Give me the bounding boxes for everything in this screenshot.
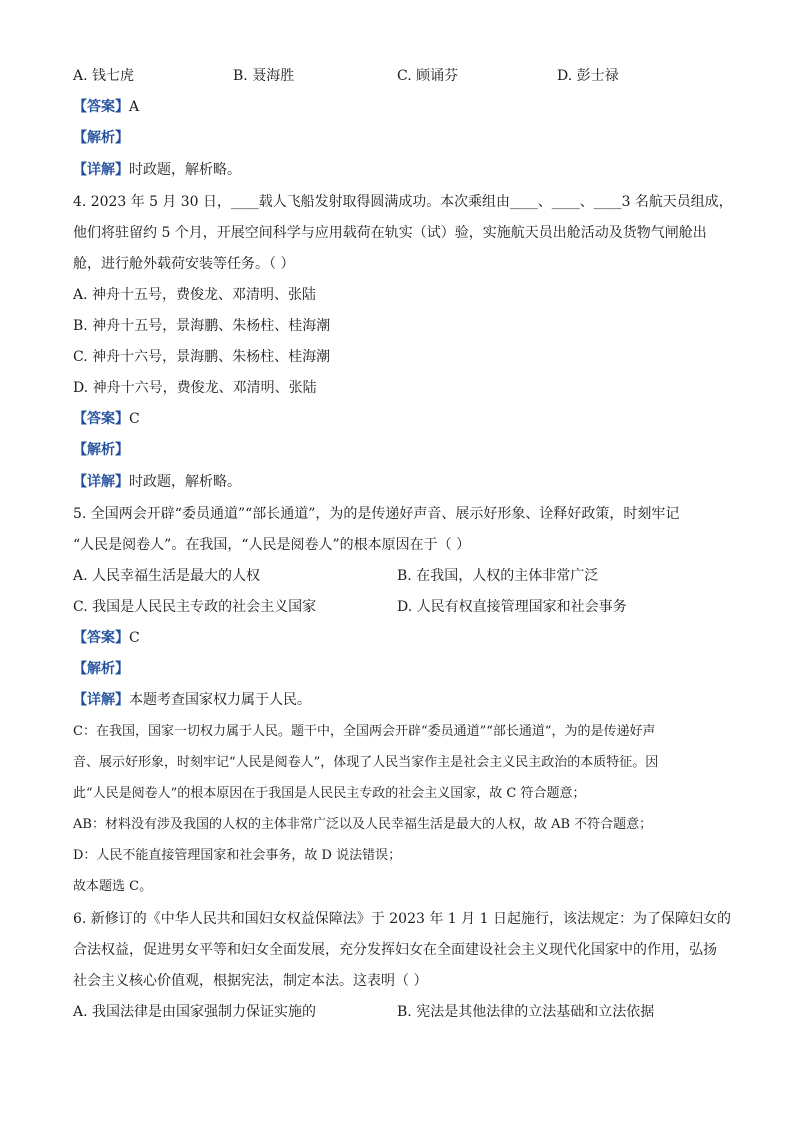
q5-option-c: C. 我国是人民民主专政的社会主义国家 xyxy=(73,599,317,615)
answer-value: C xyxy=(129,630,140,646)
q3-option-d: D. 彭士禄 xyxy=(557,68,619,84)
detail-text: 时政题，解析略。 xyxy=(129,474,241,490)
q5-option-a: A. 人民幸福生活是最大的人权 xyxy=(73,568,261,584)
answer-value: C xyxy=(129,411,140,427)
q4-option-d: D. 神舟十六号，费俊龙、邓清明、张陆 xyxy=(73,380,317,396)
detail-text: 本题考查国家权力属于人民。 xyxy=(129,692,311,708)
q6-option-a: A. 我国法律是由国家强制力保证实施的 xyxy=(73,1004,317,1020)
q5-stem-line-2: “人民是阅卷人”。在我国，“人民是阅卷人”的根本原因在于（ ） xyxy=(73,537,471,553)
q4-analysis xyxy=(73,440,733,460)
q6-stem-line-2: 合法权益，促进男女平等和妇女全面发展，充分发挥妇女在全面建设社会主义现代化国家中的作用，弘扬 xyxy=(73,942,717,958)
q4-answer xyxy=(73,409,733,429)
q3-option-a: A. 钱七虎 xyxy=(73,68,135,84)
analysis-tag: 【解析】 xyxy=(73,130,129,146)
q6-stem-line-3: 社会主义核心价值观，根据宪法，制定本法。这表明（ ） xyxy=(73,973,428,989)
q6-stem-line-1: 6. 新修订的《中华人民共和国妇女权益保障法》于 2023 年 1 月 1 日起施行，该法规定：为了保障妇女的 xyxy=(73,911,731,927)
q4-option-b: B. 神舟十五号，景海鹏、朱杨柱、桂海潮 xyxy=(73,318,331,334)
q3-option-c: C. 顾诵芬 xyxy=(397,68,459,84)
q5-stem-line-1: 5. 全国两会开辟“委员通道”“部长通道”，为的是传递好声音、展示好形象、诠释好政策，时刻牢记 xyxy=(73,506,680,522)
q5-option-d: D. 人民有权直接管理国家和社会事务 xyxy=(397,599,627,615)
q4-option-c: C. 神舟十六号，景海鹏、朱杨柱、桂海潮 xyxy=(73,349,331,365)
q4-stem-line-2: 他们将驻留约 5 个月，开展空间科学与应用载荷在轨实（试）验，实施航天员出舱活动及货物气闸舱出 xyxy=(73,225,707,241)
q3-option-b: B. 聂海胜 xyxy=(233,68,295,84)
answer-tag: 【答案】 xyxy=(73,630,129,646)
detail-tag: 【详解】 xyxy=(73,474,129,490)
q5-explanation-line-1: C：在我国，国家一切权力属于人民。题干中，全国两会开辟“委员通道”“部长通道”，为的是传递好声 xyxy=(73,724,656,739)
q5-explanation-line-3: 此“人民是阅卷人”的根本原因在于我国是人民民主专政的社会主义国家，故 C 符合题意； xyxy=(73,786,586,801)
detail-text: 时政题，解析略。 xyxy=(129,162,241,178)
q6-option-b: B. 宪法是其他法律的立法基础和立法依据 xyxy=(397,1004,655,1020)
answer-tag: 【答案】 xyxy=(73,99,129,115)
q4-stem-line-3: 舱，进行舱外载荷安装等任务。（ ） xyxy=(73,256,295,272)
q5-explanation-line-4: AB：材料没有涉及我国的人权的主体非常广泛以及人民幸福生活是最大的人权，故 AB 不符合题意； xyxy=(73,817,653,832)
q4-option-a: A. 神舟十五号，费俊龙、邓清明、张陆 xyxy=(73,287,317,303)
answer-value: A xyxy=(129,99,140,115)
q3-answer xyxy=(73,97,733,117)
q5-explanation-line-5: D：人民不能直接管理国家和社会事务，故 D 说法错误； xyxy=(73,848,402,863)
detail-tag: 【详解】 xyxy=(73,692,129,708)
detail-tag: 【详解】 xyxy=(73,162,129,178)
q4-stem-line-1: 4. 2023 年 5 月 30 日，____载人飞船发射取得圆满成功。本次乘组由____、____、____3 名航天员组成， xyxy=(73,194,733,210)
q5-option-b: B. 在我国，人权的主体非常广泛 xyxy=(397,568,599,584)
q5-answer xyxy=(73,628,733,648)
q5-explanation-line-6: 故本题选 C。 xyxy=(73,879,153,894)
q3-detail xyxy=(73,160,733,180)
q5-explanation-line-2: 音、展示好形象，时刻牢记“人民是阅卷人”，体现了人民当家作主是社会主义民主政治的本质特征。因 xyxy=(73,755,659,770)
q4-detail xyxy=(73,472,733,492)
answer-tag: 【答案】 xyxy=(73,411,129,427)
q3-analysis xyxy=(73,128,733,148)
analysis-tag: 【解析】 xyxy=(73,442,129,458)
analysis-tag: 【解析】 xyxy=(73,661,129,677)
q5-detail xyxy=(73,690,733,710)
q5-analysis xyxy=(73,659,733,679)
